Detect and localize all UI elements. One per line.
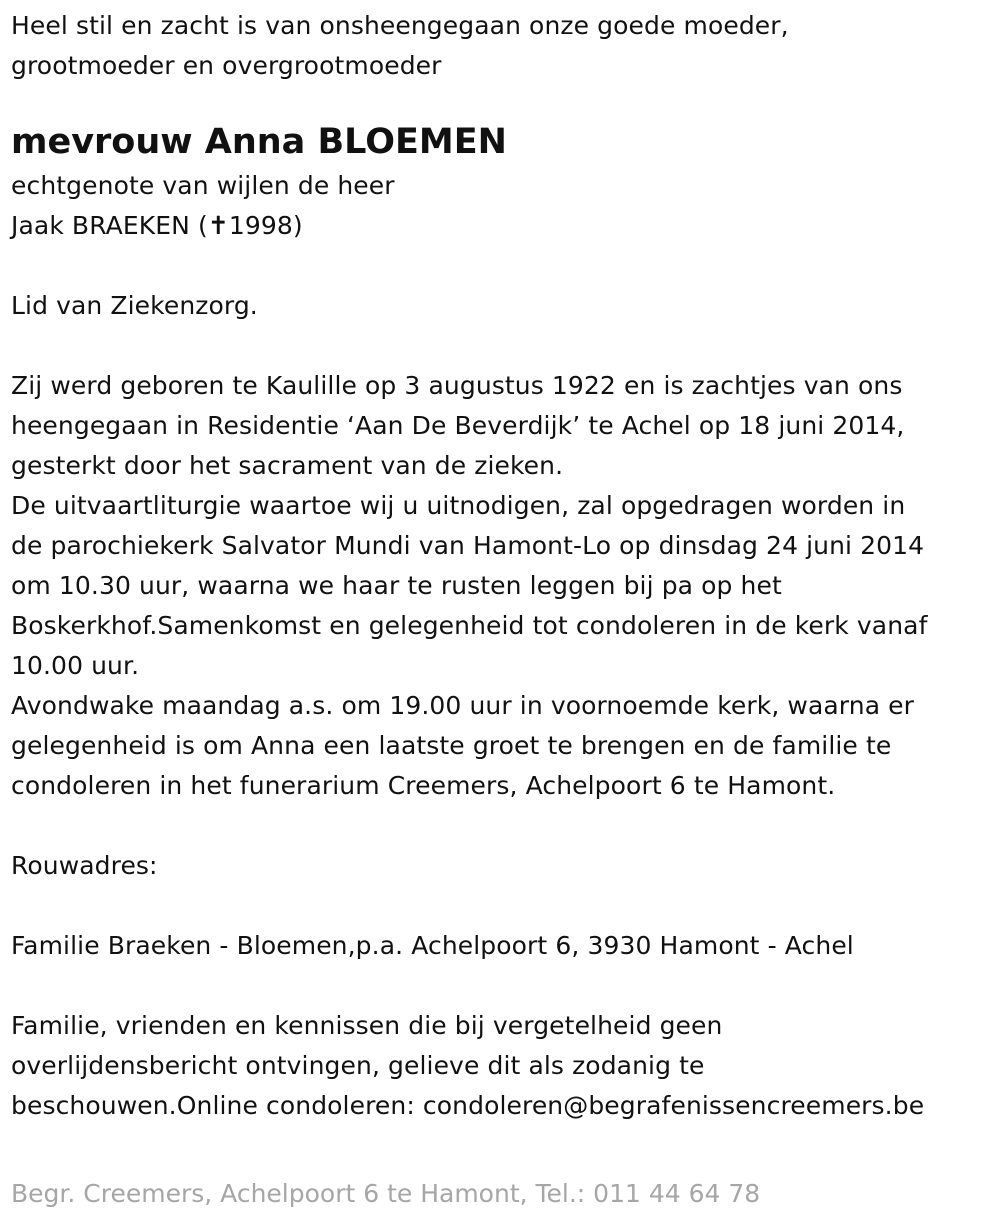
deceased-name: mevrouw Anna BLOEMEN xyxy=(11,122,507,162)
body-line: gelegenheid is om Anna een laatste groet te brengen en de familie te xyxy=(11,731,892,760)
spouse-line: echtgenote van wijlen de heer xyxy=(11,171,395,200)
spacer xyxy=(11,886,996,926)
body-line: Zij werd geboren te Kaulille op 3 augustus 1922 en is zachtjes van ons xyxy=(11,371,903,400)
body-line: Avondwake maandag a.s. om 19.00 uur in voornoemde kerk, waarna er xyxy=(11,691,915,720)
obituary-notice xyxy=(11,6,996,1126)
intro-line: Heel stil en zacht is van onsheengegaan onze goede moeder, xyxy=(11,11,789,40)
body-line: gesterkt door het sacrament van de zieken. xyxy=(11,451,564,480)
body-line: condoleren in het funerarium Creemers, Achelpoort 6 te Hamont. xyxy=(11,771,836,800)
closing-line: overlijdensbericht ontvingen, gelieve dit als zodanig te xyxy=(11,1051,705,1080)
body-line: de parochiekerk Salvator Mundi van Hamont-Lo op dinsdag 24 juni 2014 xyxy=(11,531,925,560)
body-line: 10.00 uur. xyxy=(11,651,140,680)
spacer xyxy=(11,806,996,846)
spacer xyxy=(11,246,996,286)
spacer xyxy=(11,326,996,366)
membership-line: Lid van Ziekenzorg. xyxy=(11,291,258,320)
intro-line: grootmoeder en overgrootmoeder xyxy=(11,51,442,80)
spacer xyxy=(11,86,996,118)
closing-line: Familie, vrienden en kennissen die bij vergetelheid geen xyxy=(11,1011,723,1040)
closing-line: beschouwen.Online condoleren: condoleren@begrafenissencreemers.be xyxy=(11,1091,925,1120)
spacer xyxy=(11,966,996,1006)
funeral-home-footer: Begr. Creemers, Achelpoort 6 te Hamont, Tel.: 011 44 64 78 xyxy=(11,1179,761,1208)
body-line: om 10.30 uur, waarna we haar te rusten leggen bij pa op het xyxy=(11,571,782,600)
body-line: heengegaan in Residentie ‘Aan De Beverdijk’ te Achel op 18 juni 2014, xyxy=(11,411,905,440)
body-line: De uitvaartliturgie waartoe wij u uitnodigen, zal opgedragen worden in xyxy=(11,491,906,520)
spouse-line: Jaak BRAEKEN (✝1998) xyxy=(11,211,303,240)
address-line: Familie Braeken - Bloemen,p.a. Achelpoort 6, 3930 Hamont - Achel xyxy=(11,931,854,960)
address-label: Rouwadres: xyxy=(11,851,158,880)
body-line: Boskerkhof.Samenkomst en gelegenheid tot condoleren in de kerk vanaf xyxy=(11,611,928,640)
